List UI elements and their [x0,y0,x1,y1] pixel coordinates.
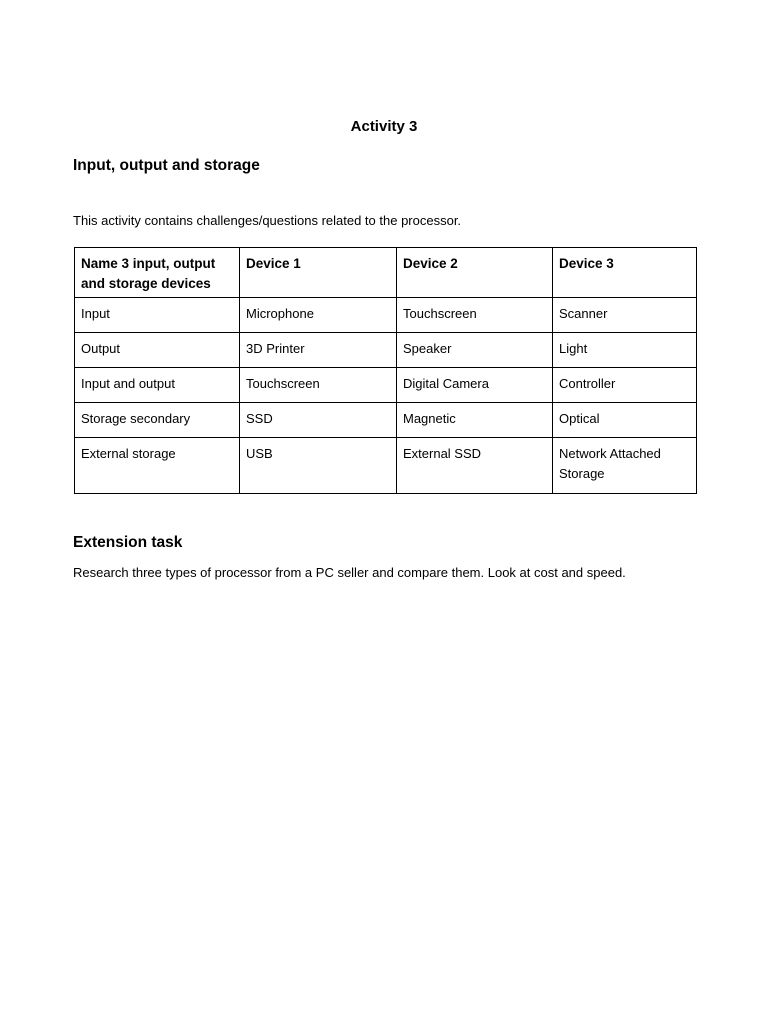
table-cell: Optical [553,403,697,438]
table-cell: Speaker [397,333,553,368]
table-cell: Network Attached Storage [553,438,697,494]
table-cell: External storage [75,438,240,494]
table-cell: Touchscreen [240,368,397,403]
table-cell: Microphone [240,298,397,333]
table-row [75,403,697,438]
table-row [75,368,697,403]
intro-text: This activity contains challenges/questions related to the processor. [73,213,462,228]
table-header-cell: Device 3 [553,248,697,298]
extension-heading: Extension task [73,534,183,551]
table-cell: Output [75,333,240,368]
table-header-cell: Device 1 [240,248,397,298]
table-cell: USB [240,438,397,494]
extension-text: Research three types of processor from a PC seller and compare them. Look at cost and speed. [73,565,626,580]
table-row [75,298,697,333]
table-cell: Input and output [75,368,240,403]
table-header-row [75,248,697,298]
table-cell: Light [553,333,697,368]
table-cell: Digital Camera [397,368,553,403]
table-row [75,333,697,368]
table-cell: Storage secondary [75,403,240,438]
section-heading: Input, output and storage [73,157,260,174]
table-header-cell: Device 2 [397,248,553,298]
page-title: Activity 3 [350,118,418,135]
table-cell: 3D Printer [240,333,397,368]
table-header-cell: Name 3 input, output and storage devices [75,248,240,298]
table-cell: Input [75,298,240,333]
table-cell: External SSD [397,438,553,494]
table-cell: Controller [553,368,697,403]
table-cell: Magnetic [397,403,553,438]
table-cell: Scanner [553,298,697,333]
table-cell: SSD [240,403,397,438]
devices-table [74,247,697,494]
table-row [75,438,697,494]
table-cell: Touchscreen [397,298,553,333]
